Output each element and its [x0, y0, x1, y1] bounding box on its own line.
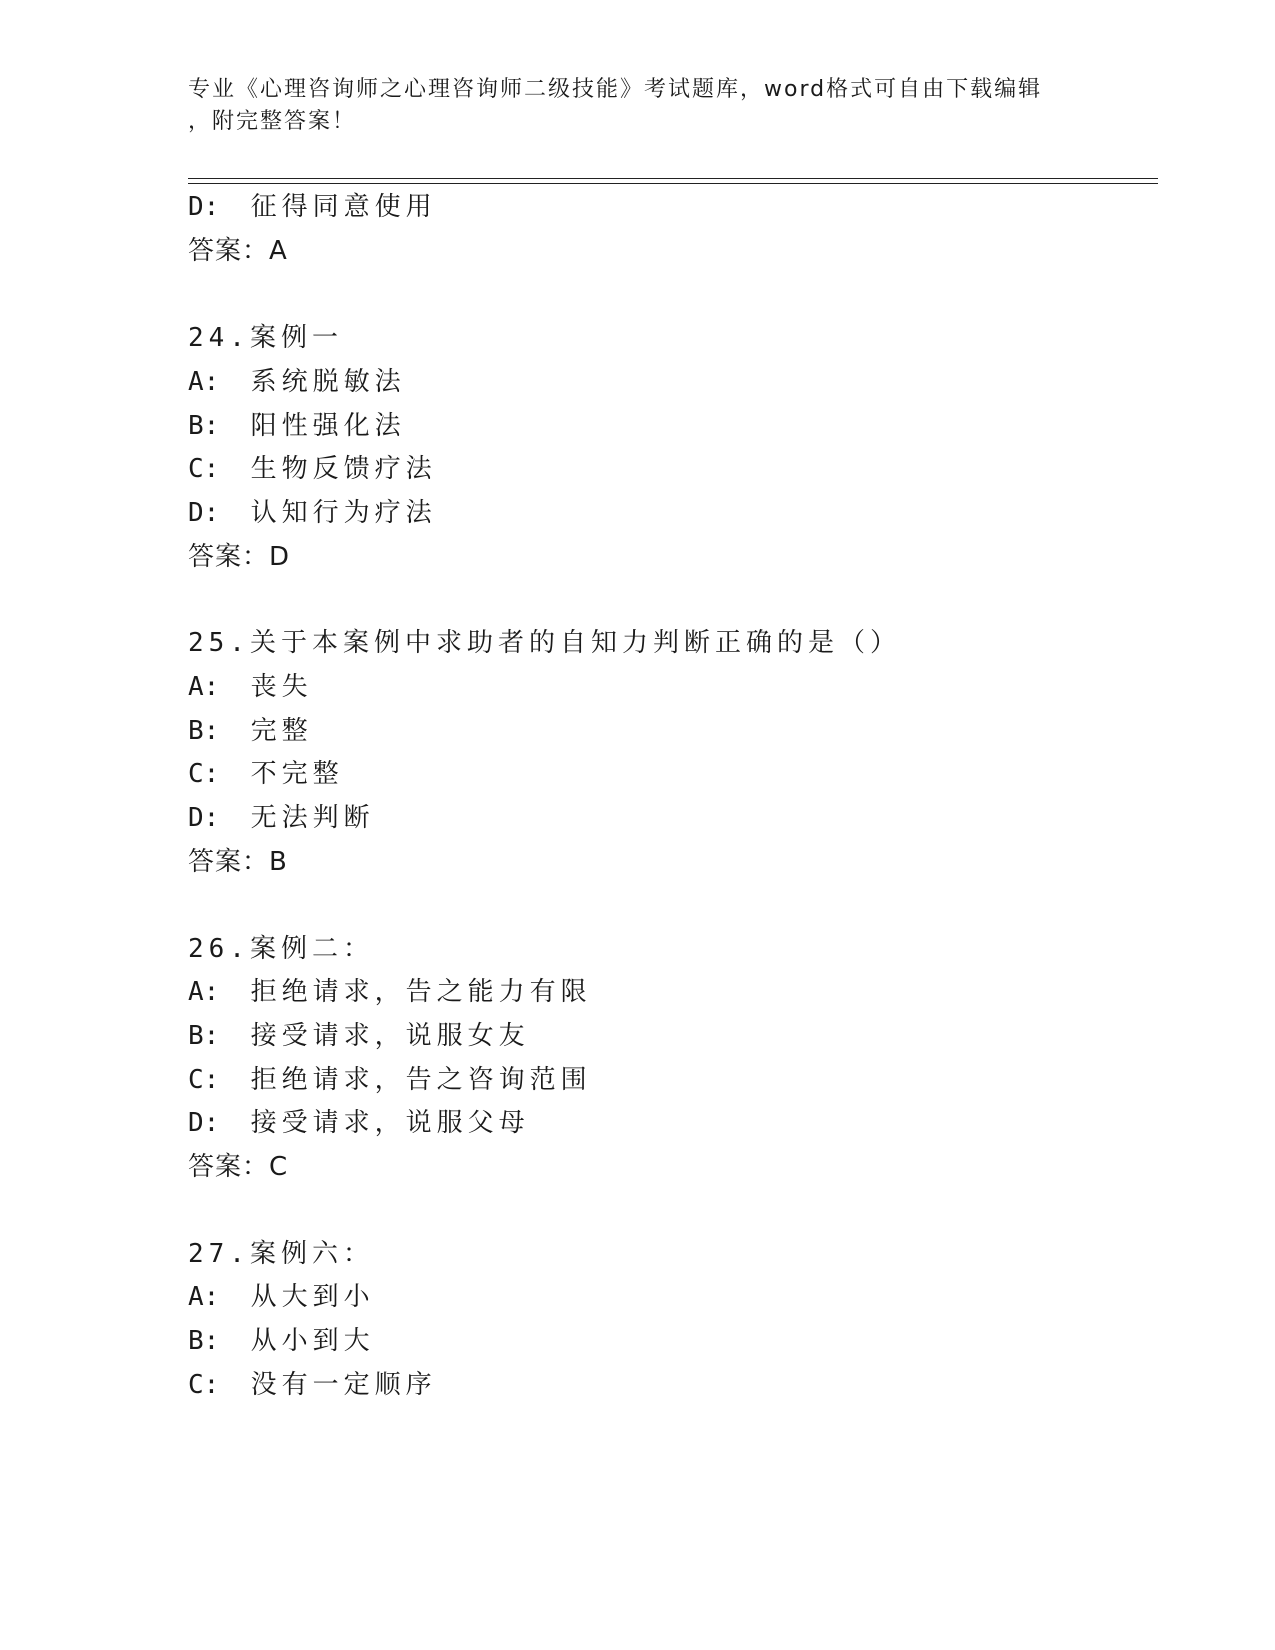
option-label: B:: [188, 411, 220, 441]
answer-line: 答案：A: [188, 236, 288, 266]
option-b: [188, 1324, 375, 1358]
header-divider-bottom: [188, 183, 1158, 184]
option-d: [188, 1106, 530, 1140]
answer-line: 答案：B: [188, 847, 288, 877]
option-label: C:: [188, 454, 220, 484]
document-header: [188, 74, 1088, 138]
option-label: A:: [188, 672, 220, 702]
option-label: C:: [188, 1065, 220, 1095]
option-c: [188, 757, 344, 791]
option-c: [188, 452, 437, 486]
answer-line: 答案：C: [188, 1152, 289, 1182]
option-text: 没有一定顺序: [250, 1370, 437, 1400]
option-text: 从小到大: [250, 1326, 375, 1356]
option-label: B:: [188, 1021, 220, 1051]
option-text: 阳性强化法: [250, 411, 406, 441]
option-text: 接受请求，说服女友: [250, 1021, 530, 1051]
question-title: 26.案例二：: [188, 934, 374, 964]
option-label: C:: [188, 1370, 220, 1400]
option-label: D:: [188, 803, 220, 833]
header-line-2: ，附完整答案！: [188, 109, 357, 134]
option-label: A:: [188, 977, 220, 1007]
question-title: 25.关于本案例中求助者的自知力判断正确的是（）: [188, 628, 901, 658]
option-b: [188, 409, 406, 443]
option-a: [188, 365, 406, 399]
option-text: 认知行为疗法: [250, 498, 437, 528]
answer-line: 答案：D: [188, 542, 291, 572]
option-label: A:: [188, 367, 220, 397]
option-text: 丧失: [250, 672, 313, 702]
option-label: D:: [188, 192, 220, 222]
option-label: D:: [188, 498, 220, 528]
option-label: A:: [188, 1282, 220, 1312]
option-text: 拒绝请求，告之能力有限: [250, 977, 592, 1007]
option-text: 无法判断: [250, 803, 375, 833]
header-divider-top: [188, 178, 1158, 179]
header-line-1: 专业《心理咨询师之心理咨询师二级技能》考试题库，word格式可自由下载编辑: [188, 77, 1043, 102]
option-a: [188, 670, 313, 704]
option-label: C:: [188, 759, 220, 789]
option-b: [188, 1019, 530, 1053]
option-text: 从大到小: [250, 1282, 375, 1312]
option-text: 接受请求，说服父母: [250, 1108, 530, 1138]
option-label: B:: [188, 1326, 220, 1356]
option-d: [188, 190, 437, 224]
option-text: 生物反馈疗法: [250, 454, 437, 484]
option-text: 系统脱敏法: [250, 367, 406, 397]
option-a: [188, 1280, 375, 1314]
option-a: [188, 975, 592, 1009]
option-text: 征得同意使用: [250, 192, 437, 222]
option-c: [188, 1063, 592, 1097]
option-d: [188, 801, 375, 835]
option-text: 不完整: [250, 759, 344, 789]
option-label: B:: [188, 716, 220, 746]
question-title: 24.案例一: [188, 323, 343, 353]
option-label: D:: [188, 1108, 220, 1138]
option-c: [188, 1368, 437, 1402]
option-text: 完整: [250, 716, 313, 746]
option-text: 拒绝请求，告之咨询范围: [250, 1065, 592, 1095]
option-b: [188, 714, 313, 748]
question-title: 27.案例六：: [188, 1239, 374, 1269]
option-d: [188, 496, 437, 530]
